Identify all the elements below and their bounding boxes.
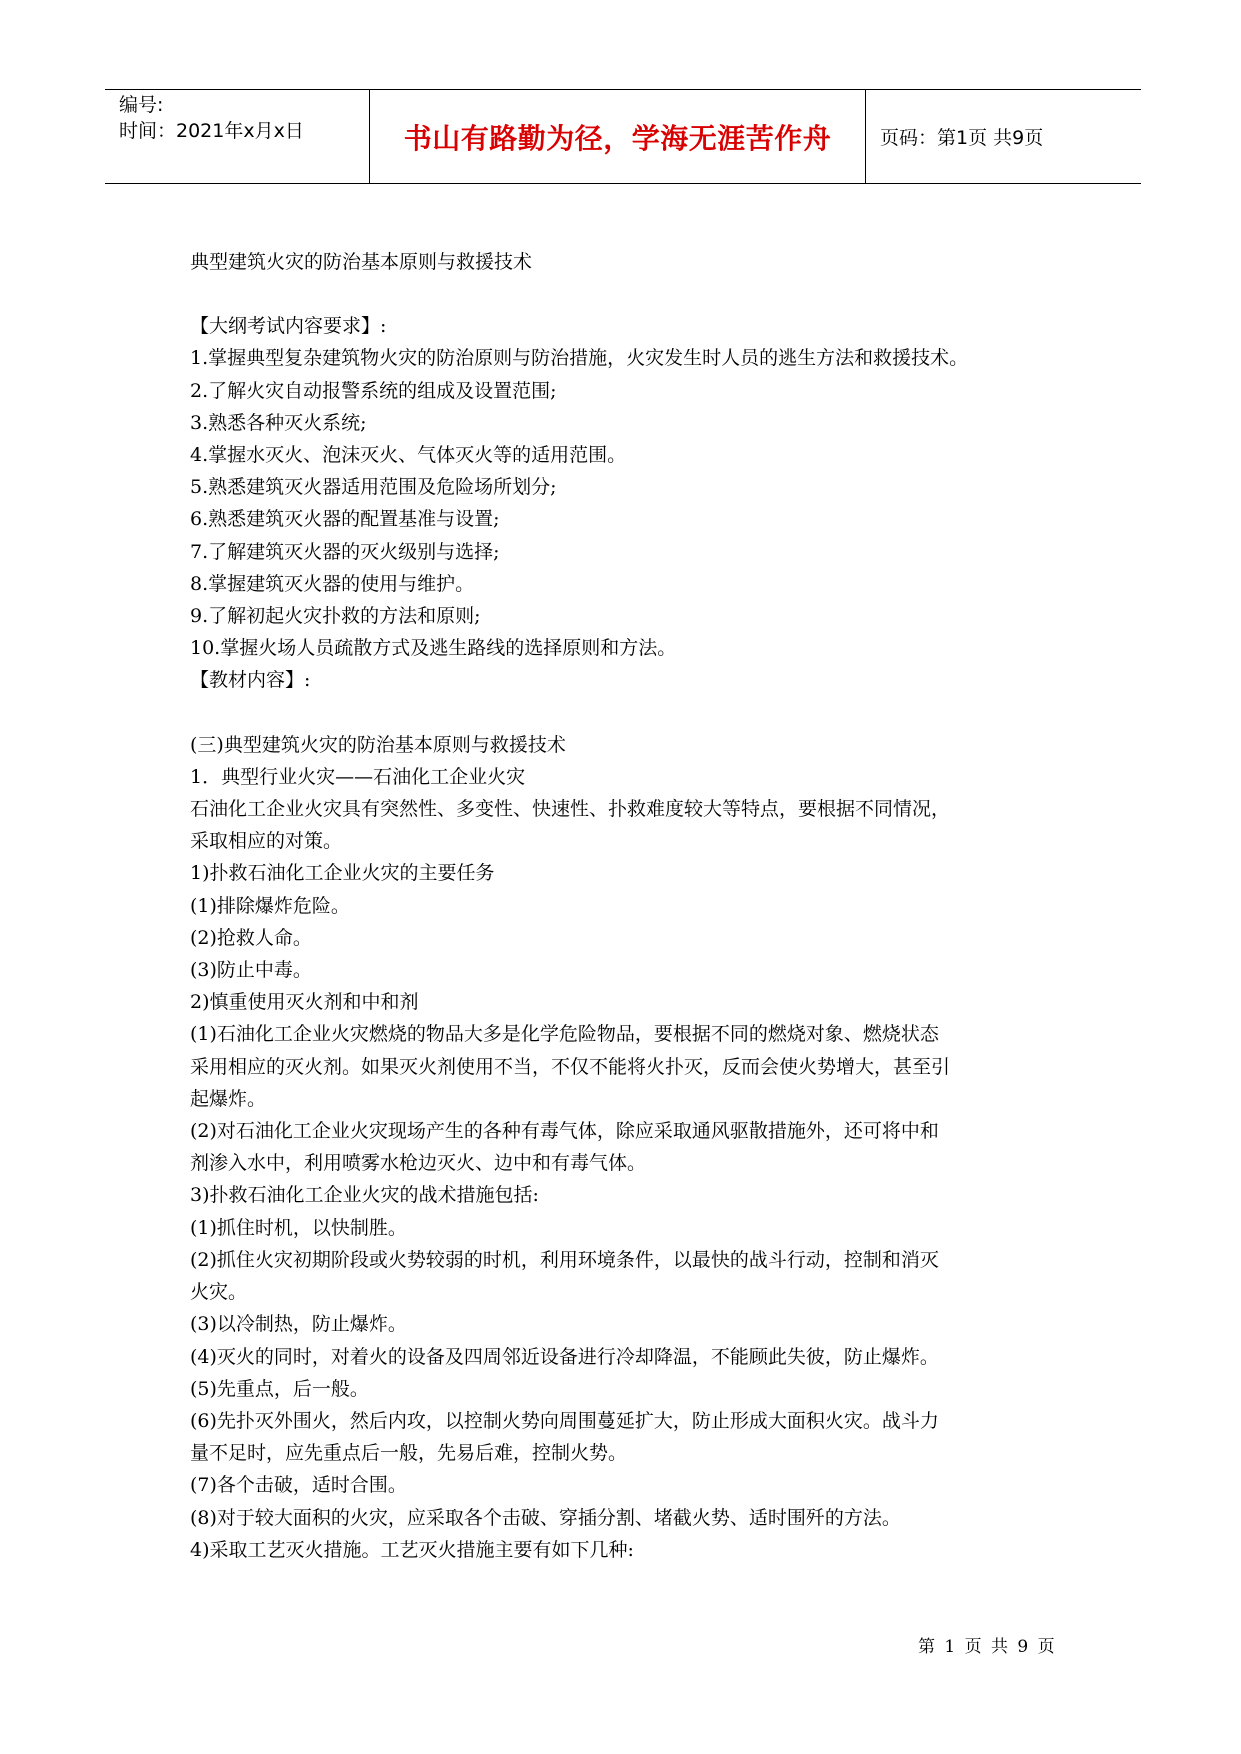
outline-item: 4.掌握水灭火、泡沫灭火、气体灭火等的适用范围。 bbox=[190, 444, 627, 467]
outline-item: 1.掌握典型复杂建筑物火灾的防治原则与防治措施，火灾发生时人员的逃生方法和救援技术。 bbox=[190, 347, 969, 370]
body-line: 火灾。 bbox=[190, 1281, 248, 1304]
document-body bbox=[190, 246, 1080, 1566]
outline-item: 5.熟悉建筑灭火器适用范围及危险场所划分; bbox=[190, 476, 557, 499]
body-line: (2)对石油化工企业火灾现场产生的各种有毒气体，除应采取通风驱散措施外，还可将中和 bbox=[190, 1120, 939, 1143]
body-line: 石油化工企业火灾具有突然性、多变性、快速性、扑救难度较大等特点，要根据不同情况， bbox=[190, 798, 951, 821]
body-line: 剂渗入水中，利用喷雾水枪边灭火、边中和有毒气体。 bbox=[190, 1152, 647, 1175]
body-line: 2)慎重使用灭火剂和中和剂 bbox=[190, 991, 419, 1014]
outline-item: 3.熟悉各种灭火系统; bbox=[190, 411, 367, 434]
outline-item: 6.熟悉建筑灭火器的配置基准与设置; bbox=[190, 508, 500, 531]
document-time-label: 时间：2021年x月x日 bbox=[119, 120, 304, 142]
outline-item: 9.了解初起火灾扑救的方法和原则; bbox=[190, 605, 481, 628]
textbook-heading: 【教材内容】: bbox=[190, 669, 311, 692]
outline-item: 10.掌握火场人员疏散方式及逃生路线的选择原则和方法。 bbox=[190, 637, 677, 660]
body-line: (7)各个击破，适时合围。 bbox=[190, 1474, 407, 1497]
body-line: 采取相应的对策。 bbox=[190, 830, 343, 853]
body-line: 1)扑救石油化工企业火灾的主要任务 bbox=[190, 862, 495, 885]
document-title: 典型建筑火灾的防治基本原则与救援技术 bbox=[190, 251, 533, 273]
body-line: (8)对于较大面积的火灾，应采取各个击破、穿插分割、堵截火势、适时围歼的方法。 bbox=[190, 1506, 901, 1529]
body-line: 量不足时，应先重点后一般，先易后难，控制火势。 bbox=[190, 1442, 628, 1465]
header-page-cell bbox=[866, 90, 1141, 183]
header-motto: 书山有路勤为径，学海无涯苦作舟 bbox=[403, 121, 832, 155]
document-header bbox=[105, 89, 1141, 184]
outline-item: 2.了解火灾自动报警系统的组成及设置范围; bbox=[190, 379, 557, 402]
body-line: 4)采取工艺灭火措施。工艺灭火措施主要有如下几种: bbox=[190, 1538, 634, 1561]
spacer bbox=[190, 697, 1080, 729]
subsection-heading: 1．典型行业火灾——石油化工企业火灾 bbox=[190, 765, 526, 788]
body-line: (3)防止中毒。 bbox=[190, 959, 312, 982]
body-line: (1)石油化工企业火灾燃烧的物品大多是化学危险物品，要根据不同的燃烧对象、燃烧状态 bbox=[190, 1023, 939, 1046]
body-line: (1)抓住时机，以快制胜。 bbox=[190, 1216, 407, 1239]
section-heading: (三)典型建筑火灾的防治基本原则与救援技术 bbox=[190, 733, 566, 756]
page-footer: 第 1 页 共 9 页 bbox=[918, 1637, 1057, 1657]
body-line: 3)扑救石油化工企业火灾的战术措施包括: bbox=[190, 1184, 539, 1207]
outline-heading: 【大纲考试内容要求】: bbox=[190, 315, 387, 338]
body-line: (4)灭火的同时，对着火的设备及四周邻近设备进行冷却降温，不能顾此失彼，防止爆炸。 bbox=[190, 1345, 939, 1368]
document-number-label: 编号: bbox=[119, 94, 164, 116]
outline-item: 7.了解建筑灭火器的灭火级别与选择; bbox=[190, 540, 500, 563]
outline-item: 8.掌握建筑灭火器的使用与维护。 bbox=[190, 572, 475, 595]
body-line: (1)排除爆炸危险。 bbox=[190, 894, 350, 917]
body-line: (2)抓住火灾初期阶段或火势较弱的时机，利用环境条件，以最快的战斗行动，控制和消灭 bbox=[190, 1248, 939, 1271]
header-page-code: 页码：第1页 共9页 bbox=[880, 127, 1044, 149]
spacer bbox=[190, 278, 1080, 310]
header-info-cell bbox=[105, 90, 370, 183]
body-line: (6)先扑灭外围火，然后内攻，以控制火势向周围蔓延扩大，防止形成大面积火灾。战斗力 bbox=[190, 1409, 939, 1432]
header-motto-cell bbox=[370, 90, 866, 183]
body-line: 采用相应的灭火剂。如果灭火剂使用不当，不仅不能将火扑灭，反而会使火势增大，甚至引 bbox=[190, 1055, 951, 1078]
body-line: (2)抢救人命。 bbox=[190, 926, 312, 949]
body-line: 起爆炸。 bbox=[190, 1087, 267, 1110]
body-line: (3)以冷制热，防止爆炸。 bbox=[190, 1313, 407, 1336]
body-line: (5)先重点，后一般。 bbox=[190, 1377, 369, 1400]
